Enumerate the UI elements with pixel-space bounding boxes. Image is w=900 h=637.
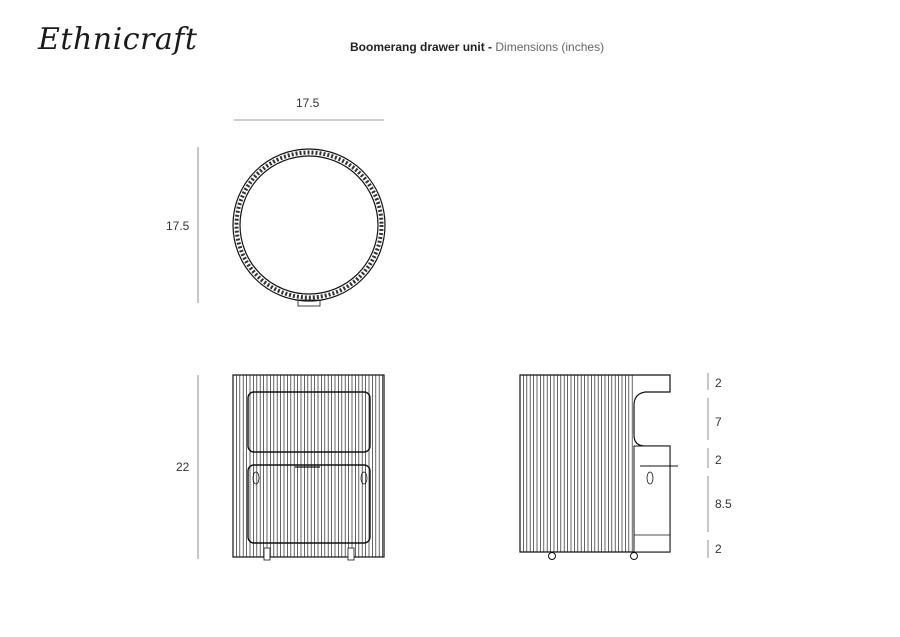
side-segment-5-label: 2 bbox=[715, 542, 722, 556]
front-view bbox=[233, 375, 384, 560]
side-segment-1-label: 2 bbox=[715, 376, 722, 390]
ethnicraft-logo: Ethnicraft bbox=[38, 22, 198, 57]
front-caster-left bbox=[264, 548, 270, 560]
front-knob-left bbox=[253, 472, 259, 484]
front-slats bbox=[236, 375, 382, 557]
side-caster-front bbox=[631, 553, 638, 560]
title-separator: - bbox=[488, 40, 493, 54]
side-view bbox=[520, 375, 678, 560]
top-slat-ring bbox=[237, 153, 382, 298]
top-inner-ring bbox=[240, 156, 378, 294]
side-segment-4-label: 8.5 bbox=[715, 497, 732, 511]
front-caster-right bbox=[348, 548, 354, 560]
side-slats bbox=[523, 375, 632, 552]
front-outline bbox=[233, 375, 384, 557]
side-segment-2-label: 7 bbox=[715, 415, 722, 429]
side-drawer-front bbox=[634, 446, 670, 552]
title-subtitle: Dimensions (inches) bbox=[495, 40, 605, 54]
side-caster-back bbox=[549, 553, 556, 560]
front-height-label: 22 bbox=[176, 460, 190, 474]
side-segment-3-label: 2 bbox=[715, 453, 722, 467]
product-name: Boomerang drawer unit bbox=[350, 40, 485, 54]
top-view bbox=[233, 149, 385, 306]
top-outer-ring bbox=[233, 149, 385, 301]
top-depth-label: 17.5 bbox=[166, 219, 190, 233]
top-width-label: 17.5 bbox=[296, 96, 320, 110]
